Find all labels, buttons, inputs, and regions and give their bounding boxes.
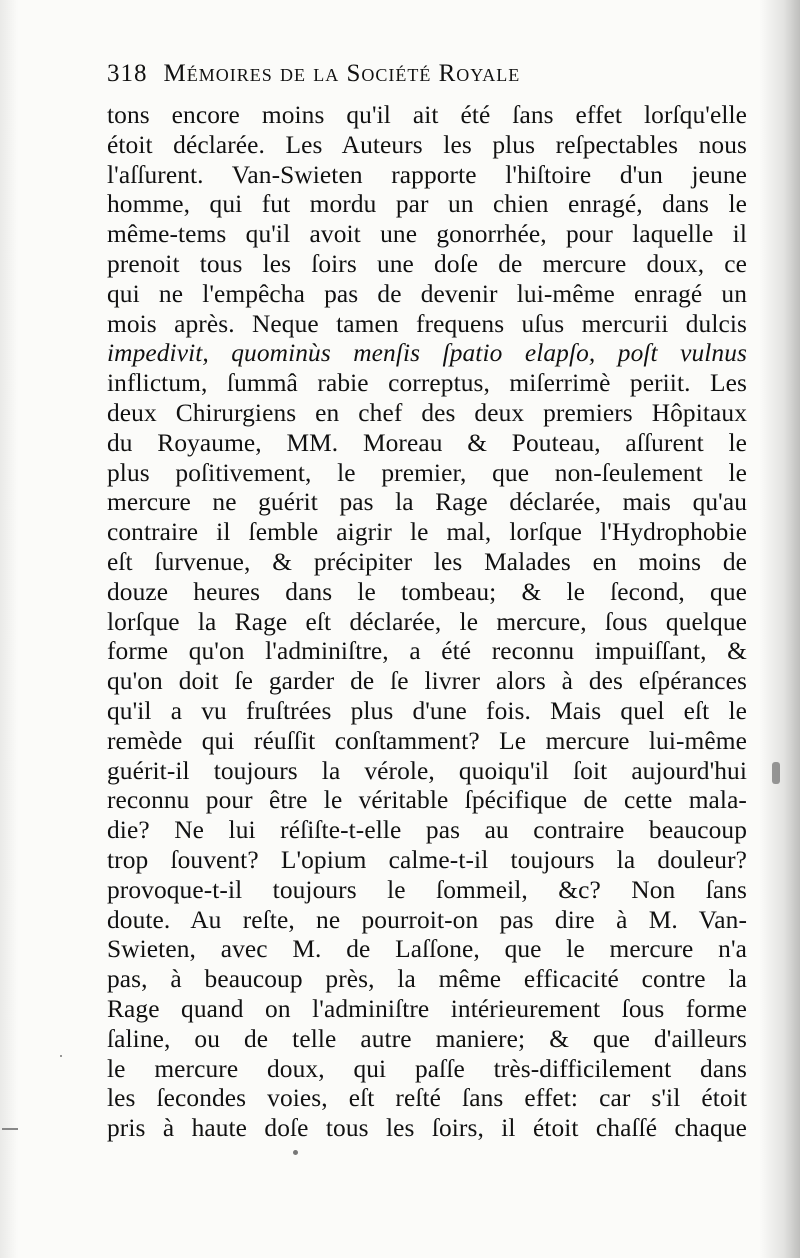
text-line: die? Ne lui réſiſte-t-elle pas au contraire beaucoup [107,816,747,845]
text-line: provoque-t-il toujours le ſommeil, &c? Non ſans [107,875,747,904]
text-line: mois après. Neque tamen frequens uſus mercurii dulcis [107,309,747,338]
text-line: Swieten, avec M. de Laſſone, que le mercure n'a [107,935,747,964]
page-edge-shadow [760,0,800,1258]
page-fold-shadow [0,0,18,1258]
text-line: ſaline, ou de telle autre maniere; & que d'ailleurs [107,1024,747,1053]
text-line: du Royaume, MM. Moreau & Pouteau, aſſurent le [107,428,747,457]
text-line: homme, qui fut mordu par un chien enragé, dans le [107,190,747,219]
text-line: qu'on doit ſe garder de ſe livrer alors à des eſpérances [107,667,747,696]
text-line: pris à haute doſe tous les ſoirs, il étoit chaſſé chaque [107,1114,747,1143]
text-line: l'aſſurent. Van-Swieten rapporte l'hiſtoire d'un jeune [107,160,747,189]
text-line: impedivit, quominùs menſis ſpatio elapſo, poſt vulnus [107,339,747,368]
text-line: Rage quand on l'adminiſtre intérieurement ſous forme [107,994,747,1023]
text-line: les ſecondes voies, eſt reſté ſans effet: car s'il étoit [107,1084,747,1113]
text-line: inflictum, ſummâ rabie correptus, miſerrimè periit. Les [107,369,747,398]
text-line: eſt ſurvenue, & précipiter les Malades en moins de [107,547,747,576]
page-number: 318 [107,60,148,87]
text-line: pas, à beaucoup près, la même efficacité contre la [107,965,747,994]
body-text [107,101,747,1144]
text-line: guérit-il toujours la vérole, quoiqu'il ſoit aujourd'hui [107,756,747,785]
text-line: deux Chirurgiens en chef des deux premiers Hôpitaux [107,398,747,427]
text-line: prenoit tous les ſoirs une doſe de mercure doux, ce [107,249,747,278]
text-line: reconnu pour être le véritable ſpécifique de cette mala- [107,786,747,815]
text-line: le mercure doux, qui paſſe très-difficilement dans [107,1054,747,1083]
text-line: douze heures dans le tombeau; & le ſecond, que [107,577,747,606]
text-line: même-tems qu'il avoit une gonorrhée, pour laquelle il [107,220,747,249]
text-line: remède qui réuſſit conſtamment? Le mercure lui-même [107,726,747,755]
text-line: lorſque la Rage eſt déclarée, le mercure, ſous quelque [107,607,747,636]
margin-blot [772,762,780,784]
text-line: étoit déclarée. Les Auteurs les plus reſpectables nous [107,130,747,159]
text-line: forme qu'on l'adminiſtre, a été reconnu impuiſſant, & [107,637,747,666]
text-line: contraire il ſemble aigrir le mal, lorſque l'Hydrophobie [107,518,747,547]
running-title: Mémoires de la Société Royale [163,60,521,87]
text-line: mercure ne guérit pas la Rage déclarée, mais qu'au [107,488,747,517]
text-line: plus poſitivement, le premier, que non-ſeulement le [107,458,747,487]
text-line: trop ſouvent? L'opium calme-t-il toujours la douleur? [107,845,747,874]
text-line: doute. Au reſte, ne pourroit-on pas dire à M. Van- [107,905,747,934]
running-header [107,60,707,100]
margin-mark [2,1128,18,1130]
text-line: qu'il a vu fruſtrées plus d'une fois. Mais quel eſt le [107,696,747,725]
text-line: tons encore moins qu'il ait été ſans effet lorſqu'elle [107,101,747,129]
text-line: qui ne l'empêcha pas de devenir lui-même enragé un [107,279,747,308]
